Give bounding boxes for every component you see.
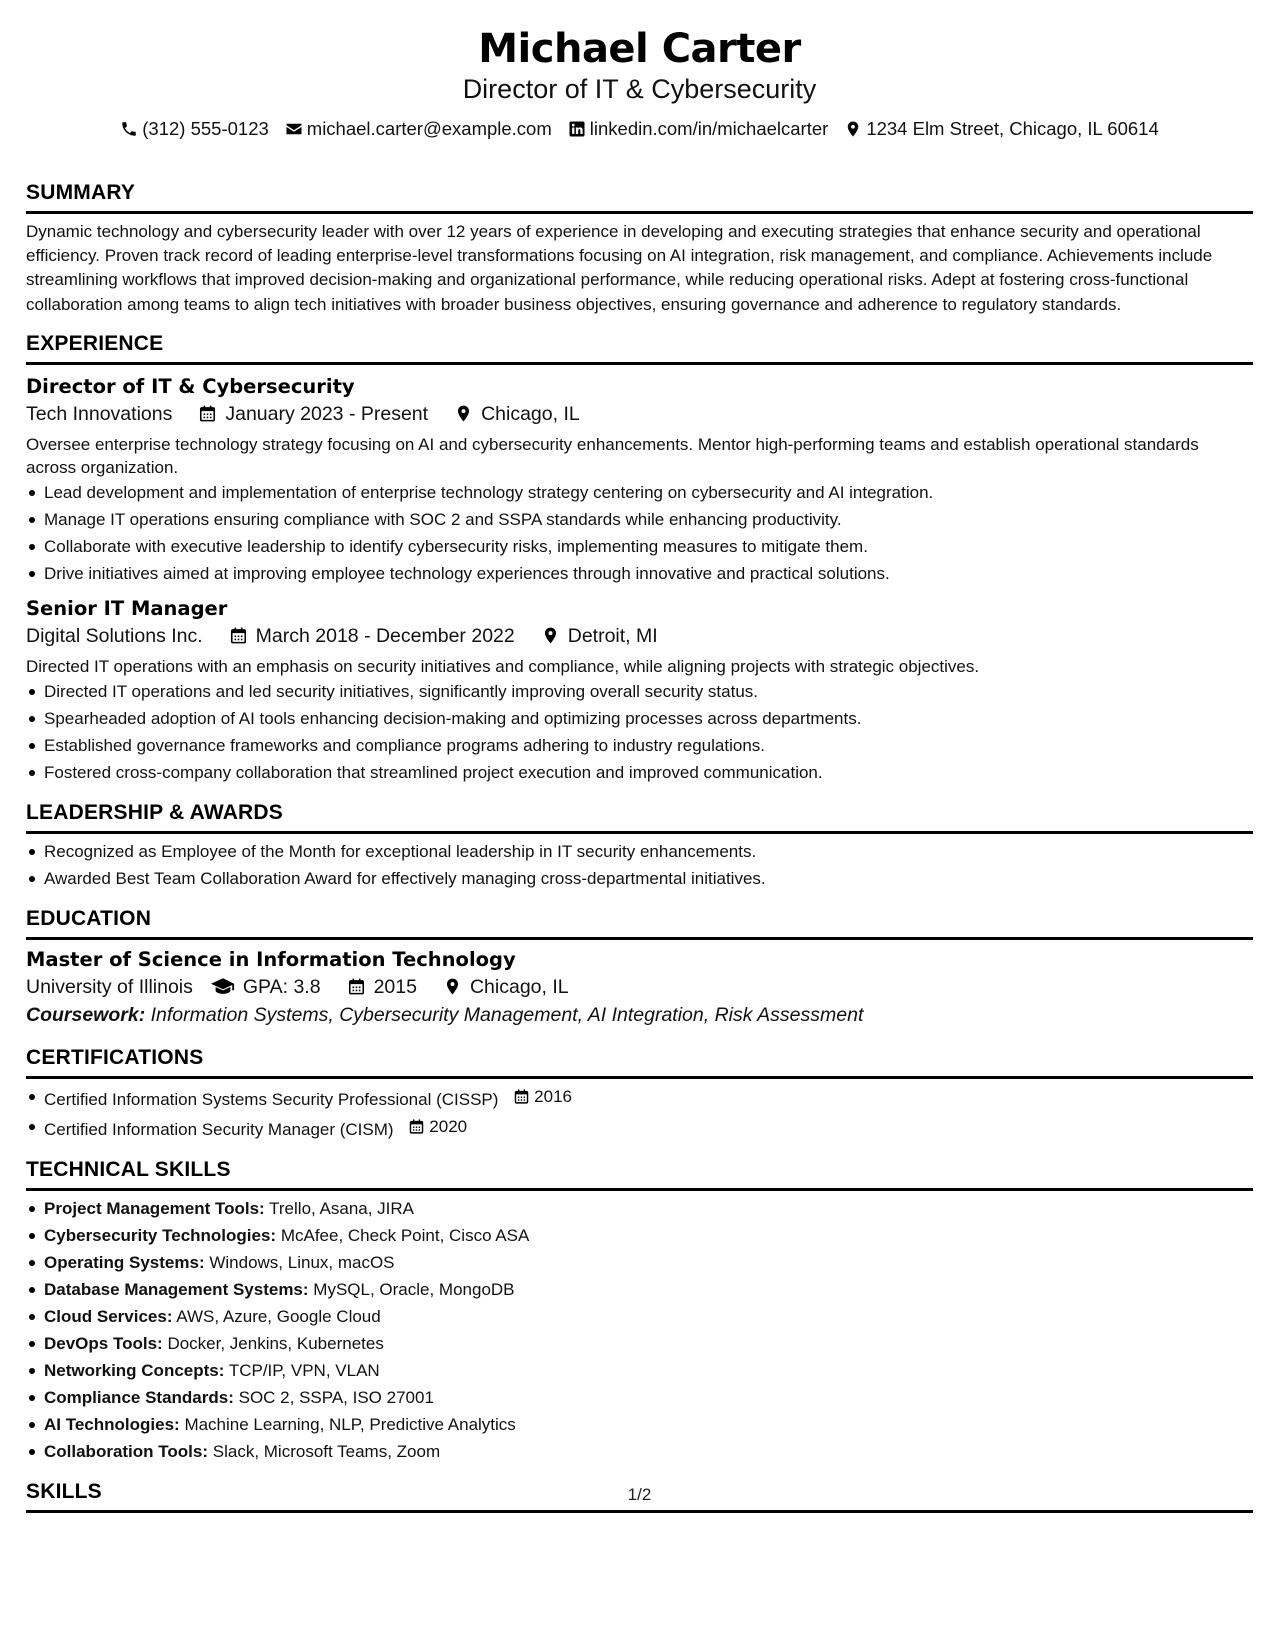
job-title: Director of IT & Cybersecurity [26,374,355,398]
list-item [44,1357,1253,1384]
list-item [44,1411,1253,1438]
cert-name: Certified Information Systems Security Professional (CISSP) [44,1089,499,1109]
list-item: Drive initiatives aimed at improving employee technology experiences through innovative and practical solutions. [44,560,1253,587]
section-heading: EDUCATION [26,906,1253,940]
section-heading: SUMMARY [26,180,1253,214]
calendar-icon [229,626,248,645]
cert-year: 2020 [429,1116,468,1136]
list-item: Spearheaded adoption of AI tools enhancing decision-making and optimizing processes across departments. [44,705,1253,732]
list-item: Manage IT operations ensuring compliance with SOC 2 and SSPA standards while enhancing productivity. [44,506,1253,533]
summary-section [26,180,1253,317]
list-item [44,1222,1253,1249]
job-dates: January 2023 - Present [225,402,429,425]
envelope-icon [285,120,303,138]
map-pin-icon [443,977,462,996]
email-link[interactable]: michael.carter@example.com [306,118,552,139]
contact-email[interactable] [285,118,552,140]
section-heading: TECHNICAL SKILLS [26,1157,1253,1191]
map-pin-icon [844,120,862,138]
job-title: Senior IT Manager [26,596,228,620]
map-pin-icon [541,626,560,645]
job-meta [26,622,1253,650]
cert-name: Certified Information Security Manager (CISM) [44,1119,394,1139]
education-meta [26,973,1253,1001]
school-name: University of Illinois [26,975,193,998]
coursework-text: Information Systems, Cybersecurity Management, AI Integration, Risk Assessment [150,1003,864,1026]
list-item: Fostered cross-company collaboration that streamlined project execution and improved communication. [44,759,1253,786]
job-location: Chicago, IL [481,402,580,425]
technical-skills-section [26,1157,1253,1465]
education-section [26,906,1253,1029]
graduation-year: 2015 [373,975,417,998]
skill-label: Networking Concepts: [44,1360,225,1380]
job-dates: March 2018 - December 2022 [255,624,515,647]
skill-value: Trello, Asana, JIRA [269,1198,415,1218]
skill-value: Docker, Jenkins, Kubernetes [167,1333,384,1353]
skill-value: AWS, Azure, Google Cloud [176,1306,381,1326]
phone-text: (312) 555-0123 [142,118,269,139]
skill-value: McAfee, Check Point, Cisco ASA [280,1225,530,1245]
calendar-icon [347,977,366,996]
awards-list [26,838,1253,892]
coursework-label: Coursework: [26,1003,146,1026]
section-heading: SKILLS [26,1479,1253,1513]
summary-text: Dynamic technology and cybersecurity leader with over 12 years of experience in developing and executing strategies that enhance security and operational efficiency. Proven track record of leading enterprise-level transformations focusing on AI integration, risk management, and compliance. Achievements include streamlining workflows that improved decision-making and organizational performance, while reducing operational risks. Adept at fostering cross-functional collaboration among teams to align tech initiatives with broader business objectives, ensuring governance and adherence to regulatory standards. [26,222,1213,314]
list-item: Recognized as Employee of the Month for exceptional leadership in IT security enhancements. [44,838,1253,865]
address-text: 1234 Elm Street, Chicago, IL 60614 [866,118,1159,139]
list-item [44,1249,1253,1276]
contact-linkedin[interactable] [568,118,829,140]
skill-label: Operating Systems: [44,1252,205,1272]
skill-value: Slack, Microsoft Teams, Zoom [212,1441,441,1461]
skill-label: DevOps Tools: [44,1333,163,1353]
experience-section [26,331,1253,786]
education-location: Chicago, IL [469,975,569,998]
list-item [44,1113,1253,1143]
job-meta [26,400,1253,428]
graduation-cap-icon [211,977,235,996]
certifications-list [26,1083,1253,1143]
contact-address [844,118,1158,140]
list-item [44,1276,1253,1303]
calendar-icon [513,1088,530,1105]
contact-phone [120,118,269,140]
section-heading: LEADERSHIP & AWARDS [26,800,1253,834]
candidate-title: Director of IT & Cybersecurity [462,74,817,104]
cert-date [513,1083,572,1110]
skill-label: Cybersecurity Technologies: [44,1225,277,1245]
resume-header [26,24,1253,140]
list-item [44,1438,1253,1465]
skill-value: MySQL, Oracle, MongoDB [313,1279,515,1299]
section-heading: CERTIFICATIONS [26,1045,1253,1079]
linkedin-icon [568,120,586,138]
skill-label: AI Technologies: [44,1414,180,1434]
calendar-icon [198,404,217,423]
job-location: Detroit, MI [567,624,658,647]
list-item: Directed IT operations and led security initiatives, significantly improving overall security status. [44,678,1253,705]
company-name: Digital Solutions Inc. [26,624,203,647]
skill-label: Database Management Systems: [44,1279,309,1299]
job-entry [26,596,1253,786]
technical-skills-list [26,1195,1253,1465]
job-entry [26,374,1253,587]
section-heading: EXPERIENCE [26,331,1253,365]
degree-title: Master of Science in Information Technology [26,947,516,971]
skill-value: TCP/IP, VPN, VLAN [228,1360,380,1380]
skill-label: Compliance Standards: [44,1387,234,1407]
list-item [44,1083,1253,1113]
list-item [44,1330,1253,1357]
cert-year: 2016 [534,1086,572,1106]
skill-value: SOC 2, SSPA, ISO 27001 [238,1387,434,1407]
contact-bar [26,118,1253,140]
coursework [26,1001,1253,1029]
list-item: Awarded Best Team Collaboration Award for effectively managing cross-departmental initiatives. [44,865,1253,892]
list-item: Lead development and implementation of enterprise technology strategy centering on cybersecurity and AI integration. [44,479,1253,506]
gpa-text: GPA: 3.8 [242,975,321,998]
phone-icon [120,120,138,138]
resume-page [26,0,1253,1650]
company-name: Tech Innovations [26,402,173,425]
skill-label: Cloud Services: [44,1306,173,1326]
job-bullets [26,479,1253,587]
calendar-icon [408,1118,425,1135]
skill-label: Collaboration Tools: [44,1441,209,1461]
certifications-section [26,1045,1253,1143]
list-item [44,1303,1253,1330]
candidate-name: Michael Carter [478,26,801,72]
map-pin-icon [454,404,473,423]
list-item [44,1384,1253,1411]
skill-value: Windows, Linux, macOS [209,1252,395,1272]
list-item: Established governance frameworks and compliance programs adhering to industry regulations. [44,732,1253,759]
page-number: 1/2 [627,1485,652,1504]
list-item [44,1195,1253,1222]
job-bullets [26,678,1253,786]
linkedin-link[interactable]: linkedin.com/in/michaelcarter [589,118,829,139]
skill-label: Project Management Tools: [44,1198,265,1218]
list-item: Collaborate with executive leadership to identify cybersecurity risks, implementing measures to mitigate them. [44,533,1253,560]
job-summary: Oversee enterprise technology strategy focusing on AI and cybersecurity enhancements. Mentor high-performing teams and establish operational standards across organization. [26,434,1199,477]
job-summary: Directed IT operations with an emphasis on security initiatives and compliance, while aligning projects with strategic objectives. [26,656,980,676]
skill-value: Machine Learning, NLP, Predictive Analytics [184,1414,516,1434]
cert-date [408,1113,467,1140]
leadership-section [26,800,1253,892]
